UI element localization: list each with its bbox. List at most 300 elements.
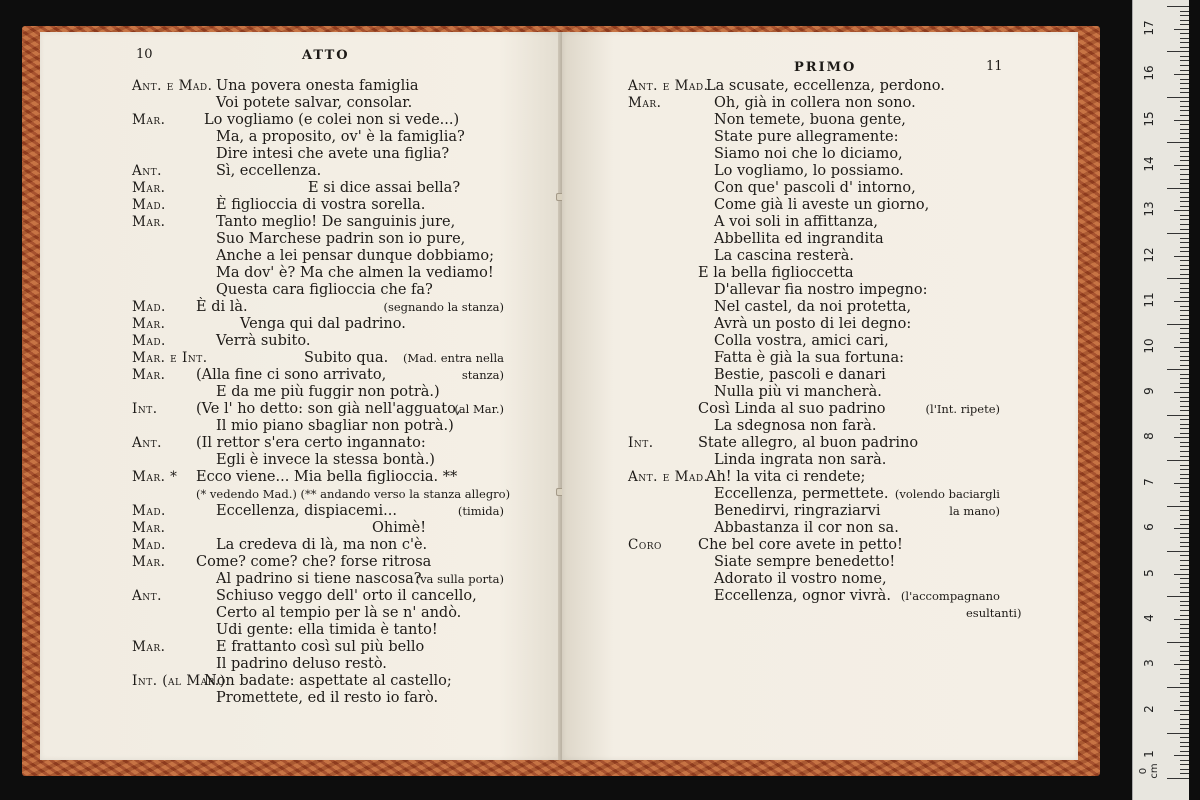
verse-line: Nel castel, da noi protetta, xyxy=(714,299,912,315)
ruler-tick xyxy=(1180,705,1189,706)
ruler-tick xyxy=(1167,324,1189,325)
speaker-label: Mar. * xyxy=(132,469,178,485)
ruler-tick xyxy=(1180,724,1189,725)
ruler-tick xyxy=(1180,297,1189,298)
ruler-tick xyxy=(1180,378,1189,379)
ruler-tick xyxy=(1180,288,1189,289)
verse-line: La scusate, eccellenza, perdono. xyxy=(706,78,945,94)
verse-line: Egli è invece la stessa bontà.) xyxy=(216,452,435,468)
ruler-tick xyxy=(1180,446,1189,447)
ruler-tick xyxy=(1167,369,1189,370)
verse-line: La credeva di là, ma non c'è. xyxy=(216,537,428,553)
stage-direction: la mano) xyxy=(949,504,1000,518)
ruler-tick xyxy=(1167,51,1189,52)
verse-line: Udi gente: ella timida è tanto! xyxy=(216,622,438,638)
ruler-tick xyxy=(1180,401,1189,402)
ruler-tick xyxy=(1180,42,1189,43)
verse-line: Come? come? che? forse ritrosa xyxy=(196,554,432,570)
ruler-tick xyxy=(1180,678,1189,679)
ruler-tick xyxy=(1180,683,1189,684)
ruler-tick xyxy=(1180,410,1189,411)
ruler-tick xyxy=(1180,38,1189,39)
ruler-tick xyxy=(1180,565,1189,566)
verse-line: Eccellenza, ognor vivrà. xyxy=(714,588,891,604)
stage-direction: (al Mar.) xyxy=(454,402,504,416)
ruler-tick xyxy=(1180,646,1189,647)
ruler-tick xyxy=(1180,129,1189,130)
ruler-tick xyxy=(1180,474,1189,475)
ruler-tick xyxy=(1180,728,1189,729)
verse-line: Ecco viene... Mia bella figlioccia. ** xyxy=(196,469,458,485)
ruler-tick xyxy=(1180,719,1189,720)
ruler-tick xyxy=(1180,555,1189,556)
verse-line: Avrà un posto di lei degno: xyxy=(714,316,912,332)
ruler-tick xyxy=(1180,610,1189,611)
verse-line: (Ve l' ho detto: son già nell'agguato, xyxy=(196,401,461,417)
ruler-tick xyxy=(1174,755,1189,756)
speaker-label: Mad. xyxy=(132,537,166,553)
ruler-tick xyxy=(1167,233,1189,234)
speaker-label: Mad. xyxy=(132,197,166,213)
ruler-tick xyxy=(1180,310,1189,311)
verse-line: Sì, eccellenza. xyxy=(216,163,322,179)
speaker-label: Ant. xyxy=(132,588,162,604)
ruler-tick xyxy=(1180,56,1189,57)
ruler-tick xyxy=(1180,773,1189,774)
speaker-label: Mad. xyxy=(132,503,166,519)
ruler-tick xyxy=(1180,338,1189,339)
ruler-number: 16 xyxy=(1142,65,1156,81)
ruler-tick xyxy=(1180,456,1189,457)
ruler-number: 9 xyxy=(1142,387,1156,395)
ruler-tick xyxy=(1180,578,1189,579)
ruler-tick xyxy=(1180,215,1189,216)
verse-line: Al padrino si tiene nascosa? xyxy=(216,571,422,587)
ruler-number: 17 xyxy=(1142,20,1156,36)
speaker-label: Mar. xyxy=(132,639,166,655)
ruler-tick xyxy=(1174,574,1189,575)
ruler-tick xyxy=(1180,465,1189,466)
speaker-label: Ant. xyxy=(132,435,162,451)
running-header-left: ATTO xyxy=(302,48,350,63)
ruler-tick xyxy=(1174,29,1189,30)
verse-line: (Il rettor s'era certo ingannato: xyxy=(196,435,426,451)
ruler-number: 2 xyxy=(1142,705,1156,713)
ruler-tick xyxy=(1167,6,1189,7)
ruler-tick xyxy=(1180,769,1189,770)
ruler-tick xyxy=(1180,47,1189,48)
ruler-unit-label: 0 cm xyxy=(1138,763,1160,779)
ruler-tick xyxy=(1174,528,1189,529)
ruler-tick xyxy=(1180,356,1189,357)
ruler-tick xyxy=(1180,33,1189,34)
verse-line: Ohimè! xyxy=(372,520,427,536)
ruler-tick xyxy=(1180,192,1189,193)
speaker-label: Mad. xyxy=(132,333,166,349)
ruler-tick xyxy=(1180,15,1189,16)
left-page xyxy=(40,32,562,760)
ruler-tick xyxy=(1180,224,1189,225)
verse-line: Lo vogliamo (e colei non si vede...) xyxy=(204,112,460,128)
ruler-tick xyxy=(1174,120,1189,121)
ruler-tick xyxy=(1180,628,1189,629)
verse-line: Il padrino deluso restò. xyxy=(216,656,387,672)
ruler-tick xyxy=(1180,351,1189,352)
verse-line: È di là. xyxy=(196,299,248,315)
ruler-tick xyxy=(1180,133,1189,134)
verse-line: Oh, già in collera non sono. xyxy=(714,95,916,111)
speaker-label: Ant. e Mad. xyxy=(628,469,709,485)
ruler-tick xyxy=(1180,265,1189,266)
ruler-tick xyxy=(1180,637,1189,638)
speaker-label: Ant. e Mad. xyxy=(132,78,213,94)
ruler-number: 11 xyxy=(1142,292,1156,308)
ruler-tick xyxy=(1180,79,1189,80)
ruler-tick xyxy=(1180,106,1189,107)
running-header-right: PRIMO xyxy=(794,60,857,75)
ruler-tick xyxy=(1180,624,1189,625)
verse-line: Una povera onesta famiglia xyxy=(216,78,419,94)
verse-line: Siamo noi che lo diciamo, xyxy=(714,146,903,162)
ruler-tick xyxy=(1180,615,1189,616)
ruler-tick xyxy=(1180,601,1189,602)
ruler-tick xyxy=(1180,655,1189,656)
ruler-tick xyxy=(1180,83,1189,84)
ruler-tick xyxy=(1180,110,1189,111)
verse-line: Abbellita ed ingrandita xyxy=(714,231,884,247)
stage-direction: (l'Int. ripete) xyxy=(925,402,1000,416)
stage-direction: esultanti) xyxy=(966,606,1022,620)
ruler-tick xyxy=(1180,515,1189,516)
verse-line: (Alla fine ci sono arrivato, xyxy=(196,367,387,383)
ruler-tick xyxy=(1174,619,1189,620)
ruler-tick xyxy=(1180,328,1189,329)
verse-line: Non badate: aspettate al castello; xyxy=(204,673,452,689)
verse-line: E frattanto così sul più bello xyxy=(216,639,425,655)
verse-line: Questa cara figlioccia che fa? xyxy=(216,282,433,298)
ruler-tick xyxy=(1180,183,1189,184)
ruler-tick xyxy=(1180,124,1189,125)
verse-line: D'allevar fia nostro impegno: xyxy=(714,282,928,298)
verse-line: Dire intesi che avete una figlia? xyxy=(216,146,450,162)
ruler-tick xyxy=(1180,88,1189,89)
speaker-label: Mar. xyxy=(628,95,662,111)
verse-line: Siate sempre benedetto! xyxy=(714,554,896,570)
verse-line: Così Linda al suo padrino xyxy=(698,401,886,417)
ruler-tick xyxy=(1180,229,1189,230)
ruler-tick xyxy=(1174,165,1189,166)
ruler-tick xyxy=(1180,219,1189,220)
ruler-tick xyxy=(1180,587,1189,588)
ruler-tick xyxy=(1180,524,1189,525)
ruler-tick xyxy=(1180,92,1189,93)
ruler-tick xyxy=(1180,374,1189,375)
ruler-tick xyxy=(1180,419,1189,420)
ruler-tick xyxy=(1180,387,1189,388)
ruler-tick xyxy=(1180,342,1189,343)
ruler-tick xyxy=(1180,660,1189,661)
ruler-tick xyxy=(1180,101,1189,102)
ruler-tick xyxy=(1180,533,1189,534)
ruler-tick xyxy=(1180,179,1189,180)
ruler-tick xyxy=(1180,274,1189,275)
ruler-tick xyxy=(1180,197,1189,198)
verse-line: Adorato il vostro nome, xyxy=(714,571,887,587)
verse-line: Fatta è già la sua fortuna: xyxy=(714,350,904,366)
ruler-tick xyxy=(1180,692,1189,693)
ruler-tick xyxy=(1180,696,1189,697)
verse-line: Con que' pascoli d' intorno, xyxy=(714,180,916,196)
verse-line: Come già li aveste un giorno, xyxy=(714,197,930,213)
ruler-tick xyxy=(1180,669,1189,670)
ruler-tick xyxy=(1174,437,1189,438)
ruler-number: 8 xyxy=(1142,432,1156,441)
ruler-number: 7 xyxy=(1142,478,1156,486)
stage-direction: (Mad. entra nella xyxy=(402,351,504,365)
ruler-tick xyxy=(1174,256,1189,257)
ruler-tick xyxy=(1180,633,1189,634)
ruler-tick xyxy=(1180,174,1189,175)
ruler-tick xyxy=(1180,306,1189,307)
ruler-tick xyxy=(1180,428,1189,429)
verse-line: È figlioccia di vostra sorella. xyxy=(216,197,426,213)
verse-line: State pure allegramente: xyxy=(714,129,899,145)
ruler-tick xyxy=(1180,764,1189,765)
speaker-label: Mar. xyxy=(132,180,166,196)
ruler-tick xyxy=(1180,151,1189,152)
ruler-tick xyxy=(1180,333,1189,334)
verse-line: Verrà subito. xyxy=(216,333,311,349)
speaker-label: Mar. e Int. xyxy=(132,350,208,366)
ruler-tick xyxy=(1180,478,1189,479)
verse-line: Abbastanza il cor non sa. xyxy=(714,520,899,536)
speaker-label: Mar. xyxy=(132,112,166,128)
ruler-tick xyxy=(1180,510,1189,511)
ruler-tick xyxy=(1180,383,1189,384)
stage-direction: (volendo baciargli xyxy=(894,487,1000,501)
verse-line: Anche a lei pensar dunque dobbiamo; xyxy=(216,248,494,264)
ruler-tick xyxy=(1180,451,1189,452)
ruler-tick xyxy=(1180,583,1189,584)
ruler-tick xyxy=(1180,319,1189,320)
speaker-label: Int. (al Mar.) xyxy=(132,673,226,689)
verse-line: A voi soli in affittanza, xyxy=(714,214,879,230)
ruler-tick xyxy=(1180,674,1189,675)
ruler-number: 15 xyxy=(1142,110,1156,127)
verse-line: Ma dov' è? Ma che almen la vediamo! xyxy=(216,265,494,281)
ruler-tick xyxy=(1180,469,1189,470)
ruler-tick xyxy=(1174,347,1189,348)
verse-line: Venga qui dal padrino. xyxy=(240,316,406,332)
ruler-tick xyxy=(1180,60,1189,61)
ruler-tick xyxy=(1180,542,1189,543)
ruler-tick xyxy=(1180,70,1189,71)
verse-line: Tanto meglio! De sanguinis jure, xyxy=(216,214,456,230)
ruler-tick xyxy=(1180,11,1189,12)
stage-direction: (* vedendo Mad.) (** andando verso la stanza allegro) xyxy=(196,487,511,501)
verse-line: State allegro, al buon padrino xyxy=(698,435,919,451)
ruler-tick xyxy=(1180,433,1189,434)
verse-line: Eccellenza, dispiacemi... xyxy=(216,503,397,519)
ruler-tick xyxy=(1180,760,1189,761)
verse-line: Che bel core avete in petto! xyxy=(698,537,903,553)
ruler-tick xyxy=(1180,496,1189,497)
ruler-tick xyxy=(1180,442,1189,443)
ruler-tick xyxy=(1180,424,1189,425)
speaker-label: Mar. xyxy=(132,214,166,230)
verse-line: Schiuso veggo dell' orto il cancello, xyxy=(216,588,477,604)
ruler-tick xyxy=(1180,501,1189,502)
ruler-tick xyxy=(1167,97,1189,98)
measuring-ruler xyxy=(1132,0,1189,800)
ruler-tick xyxy=(1180,169,1189,170)
verse-line: Eccellenza, permettete. xyxy=(714,486,889,502)
verse-line: La cascina resterà. xyxy=(714,248,854,264)
speaker-label: Mar. xyxy=(132,316,166,332)
stage-direction: (l'accompagnano xyxy=(900,589,1000,603)
speaker-label: Ant. e Mad. xyxy=(628,78,709,94)
ruler-tick xyxy=(1167,687,1189,688)
ruler-tick xyxy=(1180,156,1189,157)
ruler-tick xyxy=(1167,733,1189,734)
ruler-number: 14 xyxy=(1142,156,1156,172)
stage-direction: (segnando la stanza) xyxy=(383,300,504,314)
ruler-number: 12 xyxy=(1142,247,1156,263)
ruler-tick xyxy=(1174,483,1189,484)
speaker-label: Int. xyxy=(628,435,654,451)
ruler-tick xyxy=(1180,560,1189,561)
speaker-label: Mar. xyxy=(132,554,166,570)
ruler-tick xyxy=(1180,537,1189,538)
verse-line: Voi potete salvar, consolar. xyxy=(216,95,413,111)
verse-line: Promettete, ed il resto io farò. xyxy=(216,690,439,706)
ruler-tick xyxy=(1180,365,1189,366)
ruler-tick xyxy=(1180,397,1189,398)
ruler-tick xyxy=(1180,147,1189,148)
verse-line: Suo Marchese padrin son io pure, xyxy=(216,231,466,247)
verse-line: E la bella figlioccetta xyxy=(698,265,854,281)
ruler-tick xyxy=(1167,278,1189,279)
ruler-tick xyxy=(1174,710,1189,711)
ruler-tick xyxy=(1180,315,1189,316)
ruler-tick xyxy=(1180,283,1189,284)
ruler-tick xyxy=(1174,301,1189,302)
ruler-tick xyxy=(1180,742,1189,743)
ruler-number: 10 xyxy=(1142,337,1156,354)
ruler-tick xyxy=(1180,714,1189,715)
verse-line: Benedirvi, ringraziarvi xyxy=(714,503,881,519)
verse-line: Lo vogliamo, lo possiamo. xyxy=(714,163,904,179)
verse-line: Nulla più vi mancherà. xyxy=(714,384,882,400)
ruler-tick xyxy=(1174,664,1189,665)
ruler-number: 4 xyxy=(1142,614,1156,622)
ruler-number: 1 xyxy=(1142,750,1156,759)
ruler-tick xyxy=(1180,247,1189,248)
ruler-tick xyxy=(1180,746,1189,747)
ruler-tick xyxy=(1180,701,1189,702)
ruler-tick xyxy=(1167,551,1189,552)
ruler-tick xyxy=(1167,188,1189,189)
ruler-number: 5 xyxy=(1142,568,1156,577)
page-number-left: 10 xyxy=(136,47,153,62)
ruler-tick xyxy=(1180,138,1189,139)
ruler-tick xyxy=(1167,778,1189,779)
speaker-label: Coro xyxy=(628,537,662,553)
verse-line: Il mio piano sbagliar non potrà.) xyxy=(216,418,454,434)
verse-line: La sdegnosa non farà. xyxy=(714,418,877,434)
ruler-tick xyxy=(1180,360,1189,361)
ruler-tick xyxy=(1180,201,1189,202)
ruler-tick xyxy=(1180,519,1189,520)
ruler-tick xyxy=(1174,210,1189,211)
ruler-tick xyxy=(1180,206,1189,207)
ruler-tick xyxy=(1167,506,1189,507)
ruler-tick xyxy=(1180,406,1189,407)
ruler-tick xyxy=(1180,569,1189,570)
ruler-tick xyxy=(1180,20,1189,21)
ruler-tick xyxy=(1180,251,1189,252)
ruler-number: 3 xyxy=(1142,659,1156,668)
ruler-tick xyxy=(1180,238,1189,239)
ruler-tick xyxy=(1180,592,1189,593)
right-page xyxy=(562,32,1078,760)
stage-direction: (timida) xyxy=(457,504,504,518)
ruler-tick xyxy=(1180,115,1189,116)
ruler-number: 13 xyxy=(1142,201,1156,217)
speaker-label: Ant. xyxy=(132,163,162,179)
ruler-tick xyxy=(1180,160,1189,161)
verse-line: Non temete, buona gente, xyxy=(714,112,906,128)
ruler-tick xyxy=(1180,651,1189,652)
speaker-label: Int. xyxy=(132,401,158,417)
ruler-tick xyxy=(1180,751,1189,752)
ruler-tick xyxy=(1174,74,1189,75)
stage-direction: stanza) xyxy=(461,368,504,382)
ruler-tick xyxy=(1167,642,1189,643)
ruler-number: 6 xyxy=(1142,523,1156,532)
ruler-tick xyxy=(1180,492,1189,493)
ruler-tick xyxy=(1180,292,1189,293)
ruler-tick xyxy=(1167,460,1189,461)
ruler-tick xyxy=(1174,392,1189,393)
verse-line: E da me più fuggir non potrà.) xyxy=(216,384,440,400)
ruler-tick xyxy=(1167,415,1189,416)
ruler-tick xyxy=(1180,24,1189,25)
ruler-tick xyxy=(1180,242,1189,243)
ruler-tick xyxy=(1180,269,1189,270)
stage-direction: (va sulla porta) xyxy=(415,572,504,586)
verse-line: Linda ingrata non sarà. xyxy=(714,452,887,468)
ruler-tick xyxy=(1180,546,1189,547)
speaker-label: Mar. xyxy=(132,520,166,536)
ruler-tick xyxy=(1167,596,1189,597)
verse-line: Colla vostra, amici cari, xyxy=(714,333,889,349)
ruler-tick xyxy=(1180,605,1189,606)
speaker-label: Mad. xyxy=(132,299,166,315)
speaker-label: Mar. xyxy=(132,367,166,383)
verse-line: Ah! la vita ci rendete; xyxy=(706,469,866,485)
verse-line: Ma, a proposito, ov' è la famiglia? xyxy=(216,129,465,145)
ruler-tick xyxy=(1180,487,1189,488)
page-number-right: 11 xyxy=(986,59,1003,74)
verse-line: Subito qua. xyxy=(304,350,389,366)
verse-line: Certo al tempio per là se n' andò. xyxy=(216,605,462,621)
ruler-tick xyxy=(1167,142,1189,143)
ruler-tick xyxy=(1180,65,1189,66)
ruler-tick xyxy=(1180,737,1189,738)
verse-line: E si dice assai bella? xyxy=(308,180,461,196)
ruler-tick xyxy=(1180,260,1189,261)
